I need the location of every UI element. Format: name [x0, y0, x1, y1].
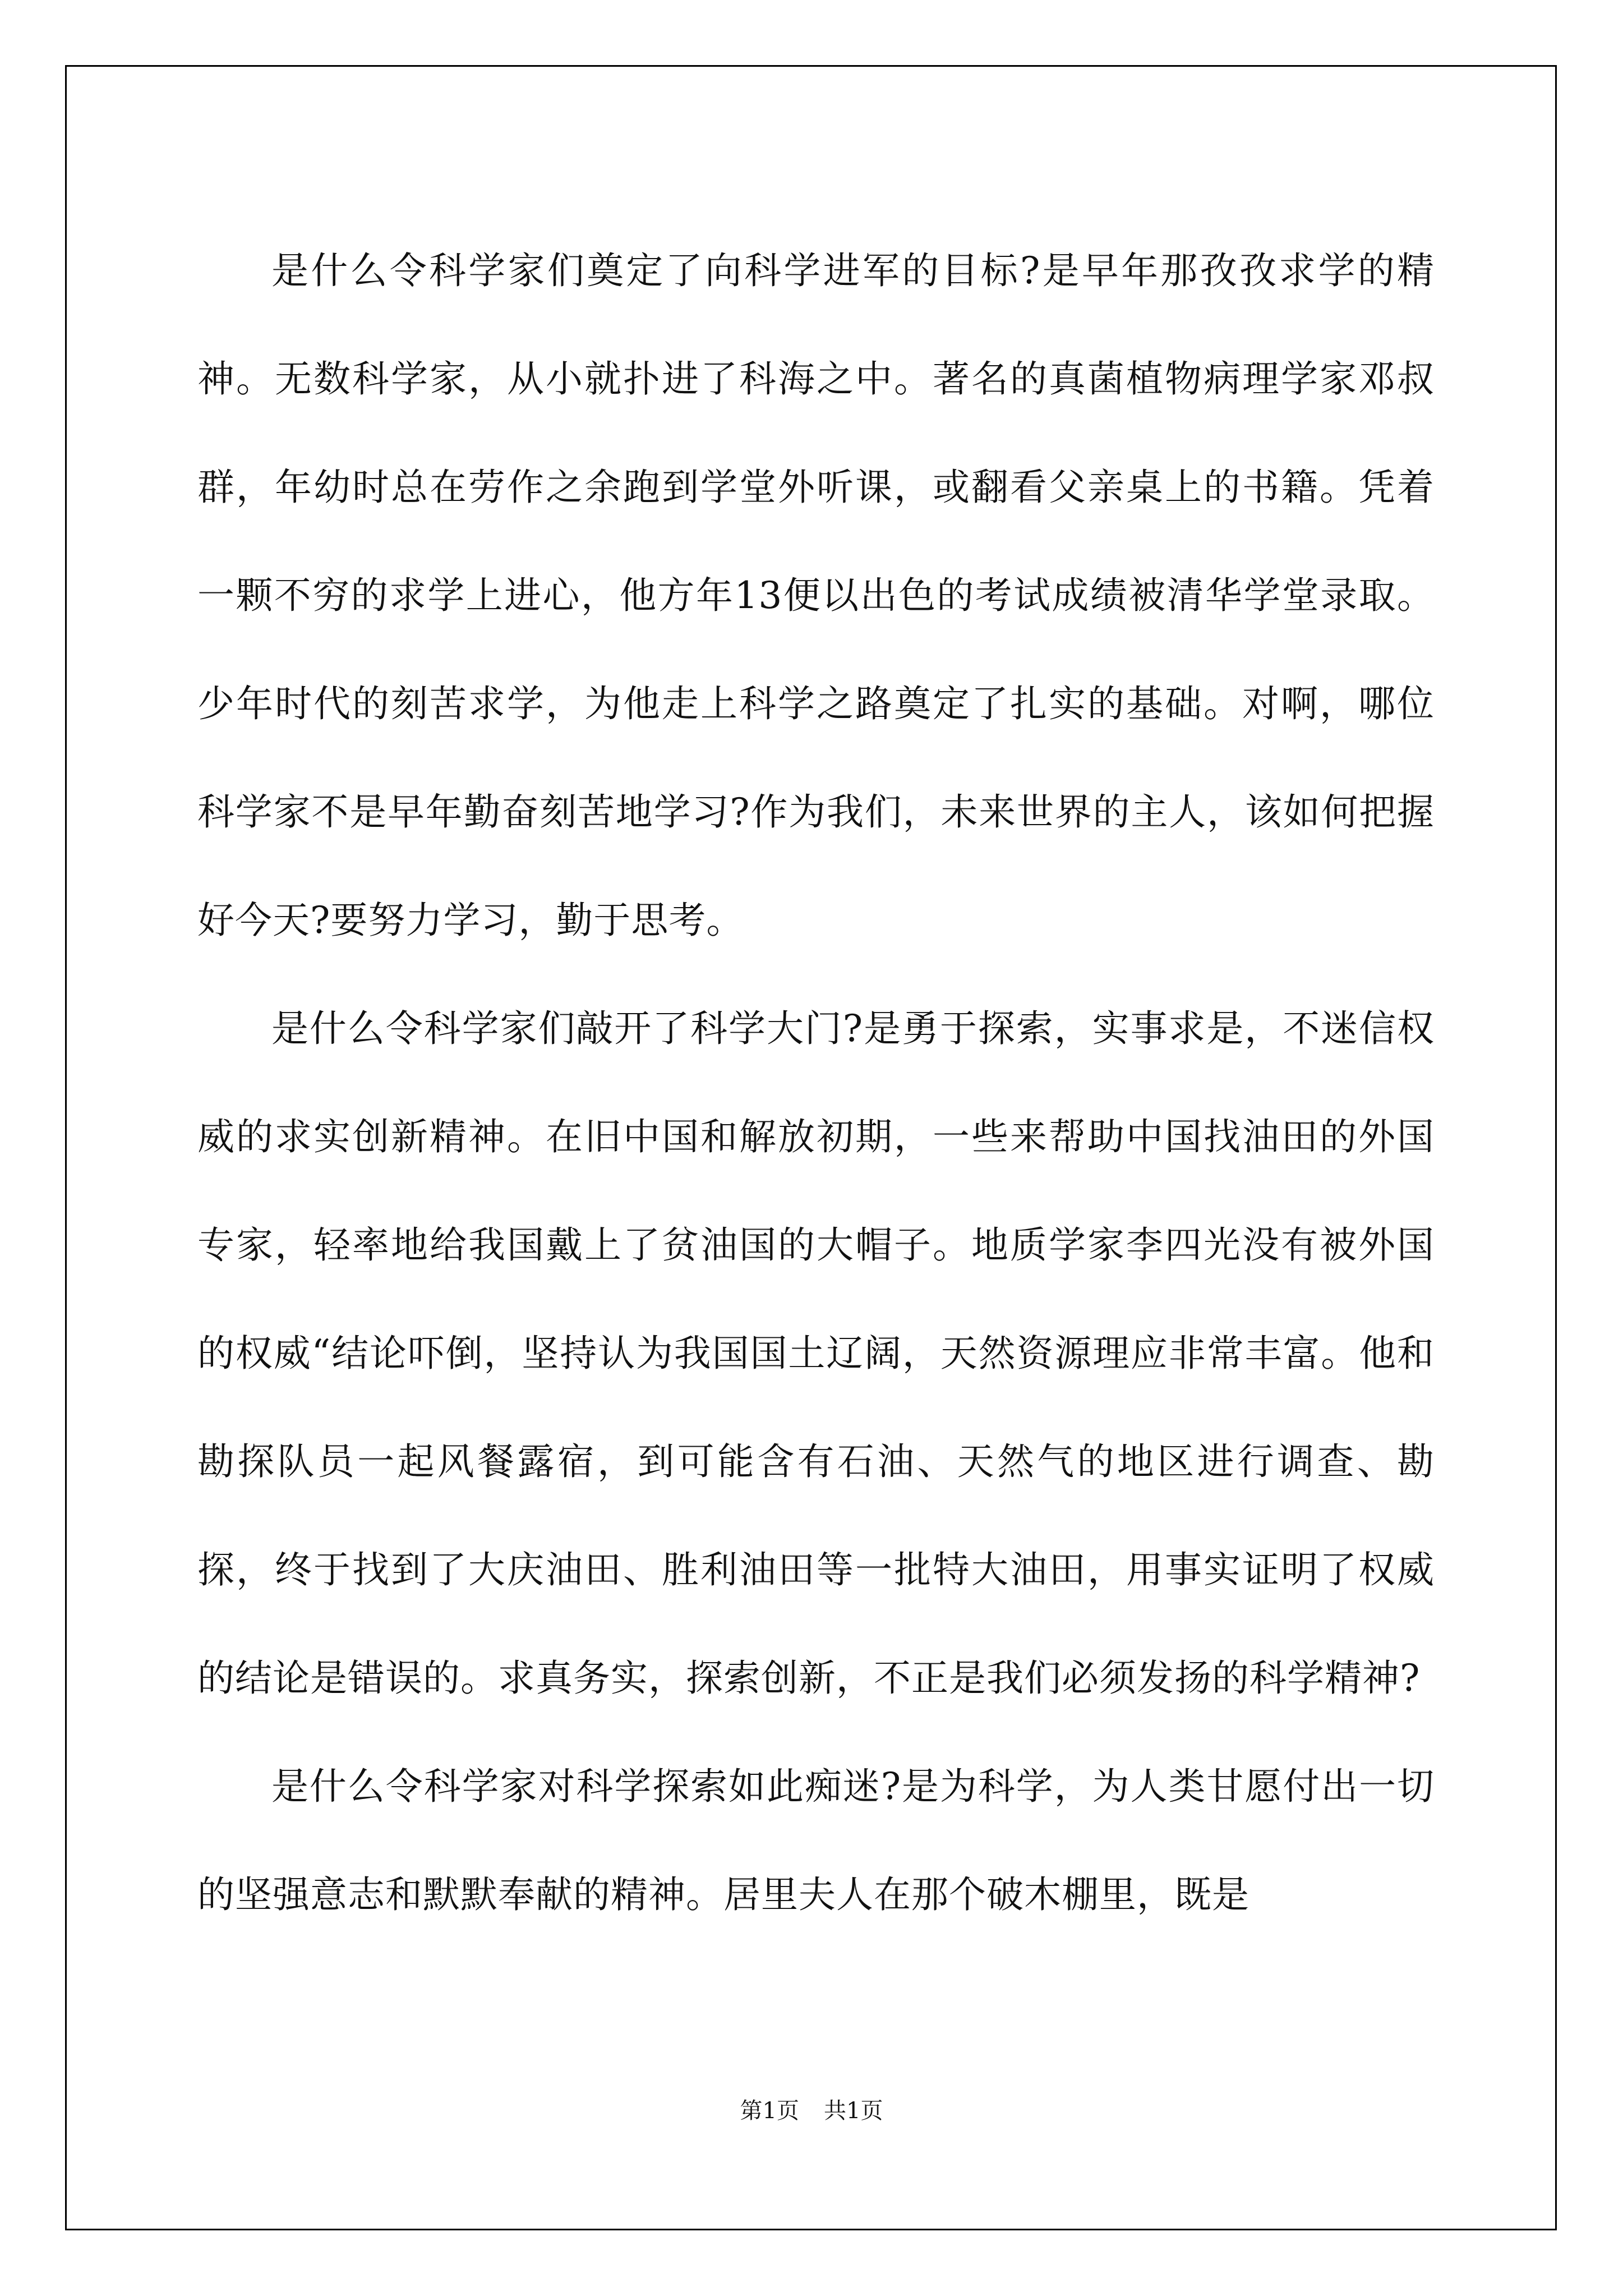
page-footer	[0, 2095, 1623, 2127]
paragraph-3: 是什么令科学家对科学探索如此痴迷?是为科学，为人类甘愿付出一切的坚强意志和默默奉献的精神。居里夫人在那个破木棚里，既是	[197, 1765, 1435, 1916]
paragraph-2: 是什么令科学家们敲开了科学大门?是勇于探索，实事求是，不迷信权威的求实创新精神。在旧中国和解放初期，一些来帮助中国找油田的外国专家，轻率地给我国戴上了贫油国的大帽子。地质学家李四光没有被外国的权威“结论吓倒，坚持认为我国国土辽阔，天然资源理应非常丰富。他和勘探队员一起风餐露宿，到可能含有石油、天然气的地区进行调查、勘探，终于找到了大庆油田、胜利油田等一批特大油田，用事实证明了权威的结论是错误的。求真务实，探索创新，不正是我们必须发扬的科学精神?	[197, 1007, 1435, 1700]
document-body	[197, 217, 1435, 1949]
page-total: 共1页	[824, 2098, 883, 2124]
page-number: 第1页	[740, 2098, 799, 2124]
paragraph-1: 是什么令科学家们奠定了向科学进军的目标?是早年那孜孜求学的精神。无数科学家，从小就扑进了科海之中。著名的真菌植物病理学家邓叔群，年幼时总在劳作之余跑到学堂外听课，或翻看父亲桌上的书籍。凭着一颗不穷的求学上进心，他方年13便以出色的考试成绩被清华学堂录取。少年时代的刻苦求学，为他走上科学之路奠定了扎实的基础。对啊，哪位科学家不是早年勤奋刻苦地学习?作为我们，未来世界的主人，该如何把握好今天?要努力学习，勤于思考。	[197, 249, 1435, 942]
